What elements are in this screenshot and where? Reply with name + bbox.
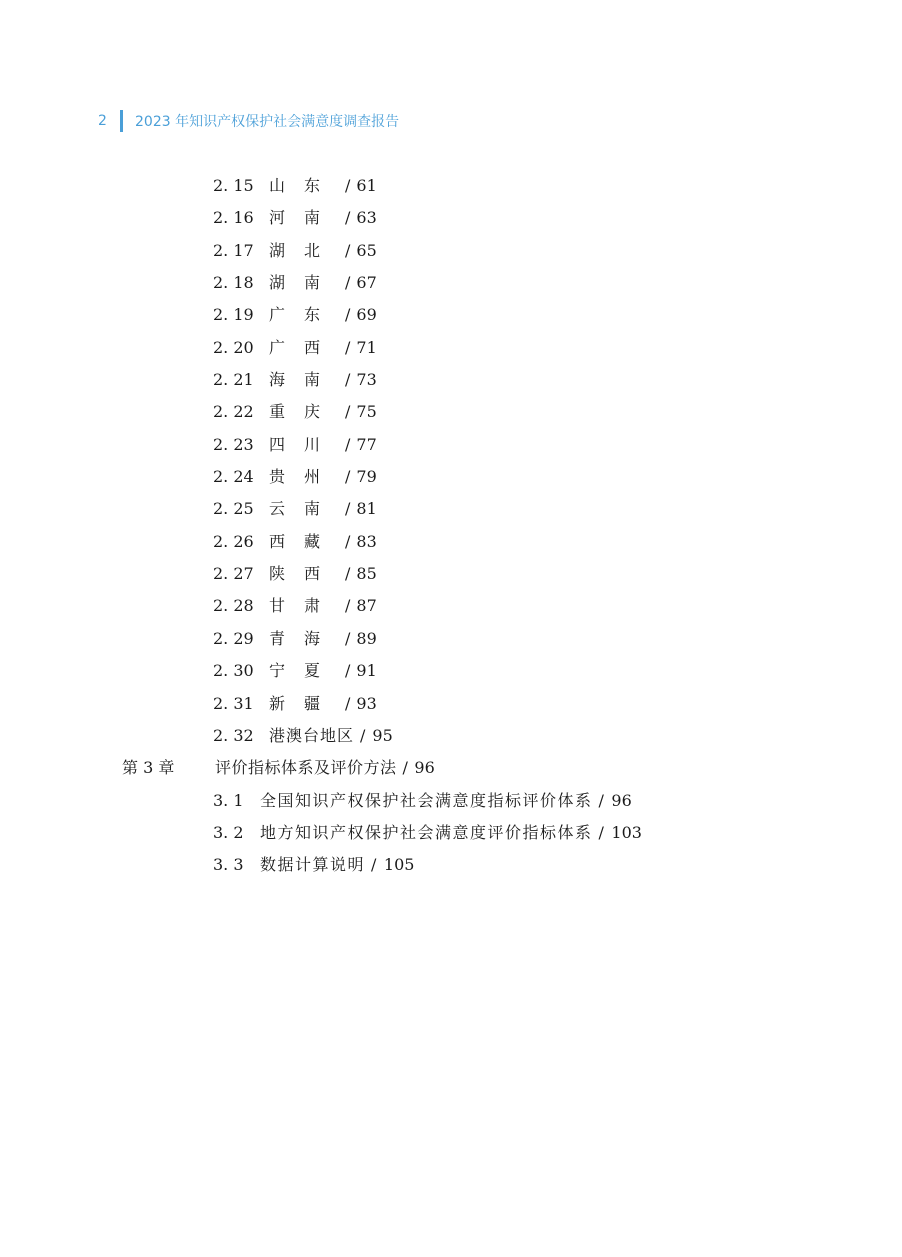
section-number: 2. 23 (213, 434, 254, 454)
section-page: 81 (356, 499, 377, 519)
section-number: 2. 27 (213, 564, 254, 584)
toc-entry-3-1[interactable] (0, 787, 902, 819)
toc-entry-2-22[interactable] (0, 398, 902, 430)
section-title: 新疆 / 93 (269, 693, 377, 713)
page-number: 2 (98, 113, 107, 129)
section-page: 93 (356, 693, 377, 713)
toc-entry-2-23[interactable] (0, 431, 902, 463)
section-title: 河南 / 63 (269, 208, 377, 228)
section-number: 2. 20 (213, 337, 254, 357)
section-number: 2. 15 (213, 176, 254, 195)
section-title: 山东 / 61 (269, 176, 377, 195)
section-page: 83 (356, 531, 377, 551)
toc-chapter-3[interactable] (0, 754, 902, 786)
section-page: 77 (356, 434, 377, 454)
section-page: 87 (356, 596, 377, 616)
toc-entry-2-17[interactable] (0, 237, 902, 269)
section-number: 2. 29 (213, 628, 254, 648)
section-page: 89 (356, 628, 377, 648)
section-page: 91 (356, 661, 377, 681)
section-title: 数据计算说明 / 105 (260, 855, 415, 875)
section-number: 2. 25 (213, 499, 254, 519)
section-page: 75 (356, 402, 377, 422)
section-title: 湖南 / 67 (269, 273, 377, 293)
section-title: 宁夏 / 91 (269, 661, 377, 681)
section-title: 云南 / 81 (269, 499, 377, 519)
chapter-title: 评价指标体系及评价方法 / 96 (215, 758, 435, 778)
toc-entry-2-15[interactable] (0, 172, 902, 204)
chapter-page: 96 (414, 758, 435, 778)
section-page: 105 (383, 855, 415, 875)
section-title: 贵州 / 79 (269, 467, 377, 487)
toc-entry-2-32[interactable] (0, 722, 902, 754)
section-title: 广西 / 71 (269, 337, 377, 357)
toc-entry-2-31[interactable] (0, 690, 902, 722)
section-page: 85 (356, 564, 377, 584)
toc-entry-2-18[interactable] (0, 269, 902, 301)
section-page: 96 (611, 790, 632, 810)
section-number: 2. 18 (213, 273, 254, 293)
section-title: 海南 / 73 (269, 370, 377, 390)
toc-entry-2-29[interactable] (0, 625, 902, 657)
section-title: 甘肃 / 87 (269, 596, 377, 616)
section-title: 陕西 / 85 (269, 564, 377, 584)
section-page: 103 (611, 822, 642, 842)
toc-entry-2-30[interactable] (0, 657, 902, 689)
section-title: 全国知识产权保护社会满意度指标评价体系 / 96 (260, 790, 632, 810)
section-number: 2. 19 (213, 305, 254, 325)
section-page: 71 (356, 337, 377, 357)
section-page: 79 (356, 467, 377, 487)
section-page: 73 (356, 370, 377, 390)
section-number: 2. 16 (213, 208, 254, 228)
table-of-contents (0, 172, 902, 884)
toc-entry-3-3[interactable] (0, 851, 902, 883)
section-title: 湖北 / 65 (269, 240, 377, 260)
chapter-label: 第 3 章 (122, 758, 175, 778)
section-page: 61 (356, 176, 377, 195)
section-page: 69 (356, 305, 377, 325)
section-page: 65 (356, 240, 377, 260)
section-title: 青海 / 89 (269, 628, 377, 648)
section-number: 2. 21 (213, 370, 254, 390)
section-number: 2. 32 (213, 725, 254, 745)
section-title: 重庆 / 75 (269, 402, 377, 422)
header-divider-bar (120, 110, 123, 132)
section-number: 3. 3 (213, 855, 244, 875)
section-number: 2. 24 (213, 467, 254, 487)
toc-entry-2-25[interactable] (0, 495, 902, 527)
toc-entry-2-24[interactable] (0, 463, 902, 495)
section-page: 63 (356, 208, 377, 228)
toc-entry-2-28[interactable] (0, 592, 902, 624)
toc-entry-2-20[interactable] (0, 334, 902, 366)
section-title: 地方知识产权保护社会满意度评价指标体系 / 103 (260, 822, 642, 842)
section-page: 95 (372, 725, 393, 745)
toc-entry-2-26[interactable] (0, 528, 902, 560)
section-title: 四川 / 77 (269, 434, 377, 454)
section-number: 2. 22 (213, 402, 254, 422)
section-number: 3. 1 (213, 790, 244, 810)
section-page: 67 (356, 273, 377, 293)
toc-entry-2-19[interactable] (0, 301, 902, 333)
toc-entry-3-2[interactable] (0, 819, 902, 851)
toc-entry-2-21[interactable] (0, 366, 902, 398)
section-title: 广东 / 69 (269, 305, 377, 325)
section-number: 2. 17 (213, 240, 254, 260)
running-header (98, 110, 399, 132)
section-number: 2. 28 (213, 596, 254, 616)
section-number: 2. 30 (213, 661, 254, 681)
section-title: 港澳台地区 / 95 (269, 725, 393, 745)
section-number: 2. 26 (213, 531, 254, 551)
section-number: 2. 31 (213, 693, 254, 713)
running-title: 2023 年知识产权保护社会满意度调查报告 (135, 114, 400, 130)
section-number: 3. 2 (213, 822, 244, 842)
section-title: 西藏 / 83 (269, 531, 377, 551)
toc-entry-2-16[interactable] (0, 204, 902, 236)
toc-entry-2-27[interactable] (0, 560, 902, 592)
